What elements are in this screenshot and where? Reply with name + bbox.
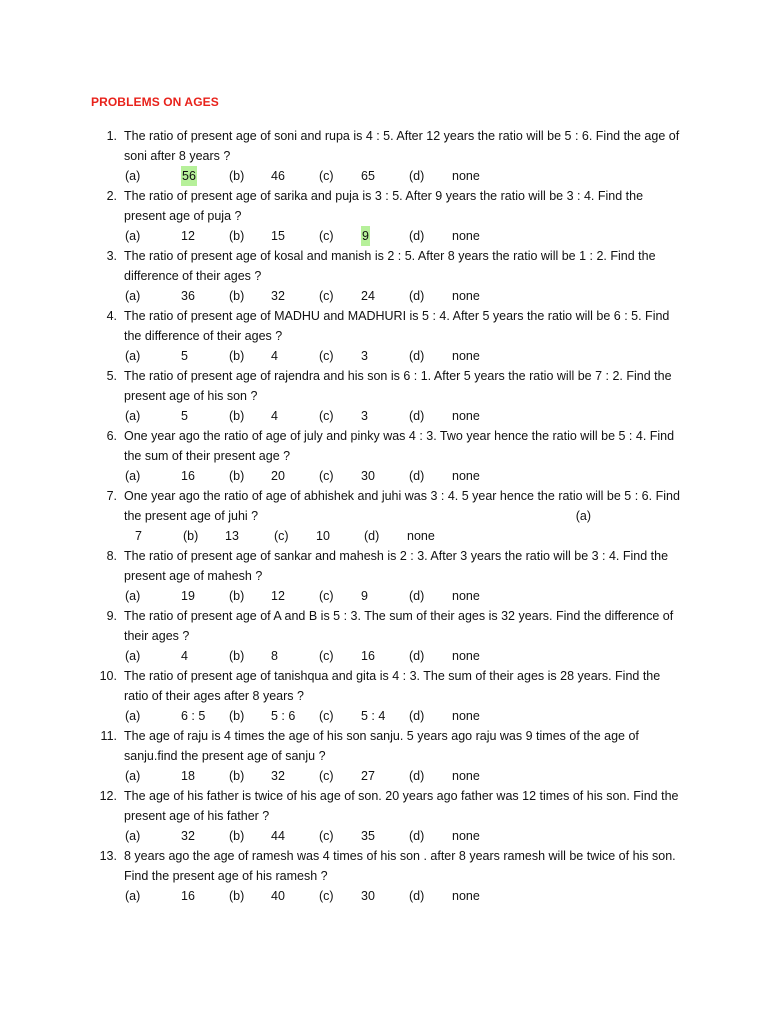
option-value: 4 — [181, 649, 188, 663]
option-label: (b) — [229, 349, 245, 363]
option-value: 16 — [361, 649, 375, 663]
question-item — [0, 246, 768, 306]
option-value: none — [452, 229, 480, 243]
option-value: none — [452, 769, 480, 783]
question-number: 4. — [106, 309, 117, 323]
option-value: 32 — [271, 289, 285, 303]
page-title: PROBLEMS ON AGES — [91, 95, 219, 109]
option-label: (a) — [125, 769, 141, 783]
option-label: (c) — [319, 889, 334, 903]
option-label: (c) — [319, 169, 334, 183]
option-value: none — [452, 589, 480, 603]
highlighted-answer: 9 — [361, 226, 370, 246]
option-label: (d) — [409, 709, 425, 723]
option-label: (a) — [125, 469, 141, 483]
option-label: (b) — [229, 769, 245, 783]
option-value: none — [452, 169, 480, 183]
option-value: 13 — [225, 529, 239, 543]
option-label: (d) — [409, 769, 425, 783]
option-label: (b) — [229, 709, 245, 723]
option-label: (a) — [125, 709, 141, 723]
answer-options — [0, 346, 768, 366]
option-value: 12 — [181, 229, 195, 243]
question-text: One year ago the ratio of age of july and pinky was 4 : 3. Two year hence the ratio will be 5 : 4. Find the sum of their present age ? — [124, 429, 675, 463]
answer-options — [0, 826, 768, 846]
option-label: (b) — [229, 289, 245, 303]
answer-options — [0, 166, 768, 186]
answer-options — [0, 286, 768, 306]
option-value: none — [452, 289, 480, 303]
option-value: 5 : 6 — [271, 709, 296, 723]
question-text: One year ago the ratio of age of abhishek and juhi was 3 : 4. 5 year hence the ratio will be 5 : 6. Find the present age of juhi ? (a) — [124, 486, 684, 526]
question-item — [0, 486, 768, 546]
option-label: (c) — [319, 289, 334, 303]
option-value: none — [452, 889, 480, 903]
option-label: (c) — [319, 649, 334, 663]
option-label: (c) — [319, 769, 334, 783]
option-value: 35 — [361, 829, 375, 843]
option-value: 30 — [361, 469, 375, 483]
question-number: 8. — [106, 549, 117, 563]
question-number: 2. — [106, 189, 117, 203]
option-value: 32 — [181, 829, 195, 843]
option-label: (a) — [125, 589, 141, 603]
option-label: (a) — [125, 229, 141, 243]
option-value: 16 — [181, 889, 195, 903]
option-value: none — [452, 349, 480, 363]
question-text: The ratio of present age of tanishqua and gita is 4 : 3. The sum of their ages is 28 years. Find the ratio of their ages after 8 years ? — [124, 669, 661, 703]
option-label: (b) — [229, 469, 245, 483]
answer-options — [0, 886, 768, 906]
question-item — [0, 186, 768, 246]
highlighted-answer: 56 — [181, 166, 197, 186]
option-value: none — [452, 829, 480, 843]
question-item — [0, 546, 768, 606]
question-number: 10. — [99, 669, 117, 683]
option-label: (d) — [409, 469, 425, 483]
option-label: (d) — [409, 229, 425, 243]
question-item — [0, 366, 768, 426]
option-label: (c) — [319, 349, 334, 363]
option-label: (b) — [229, 589, 245, 603]
option-value: 30 — [361, 889, 375, 903]
option-label: (c) — [319, 469, 334, 483]
option-value: 5 — [181, 349, 188, 363]
option-value: none — [452, 649, 480, 663]
option-value: 40 — [271, 889, 285, 903]
option-label: (a) — [575, 509, 591, 523]
option-value: 12 — [271, 589, 285, 603]
question-text: 8 years ago the age of ramesh was 4 times of his son . after 8 years ramesh will be twice of his son. Find the present age of his ramesh ? — [124, 849, 676, 883]
option-label: (d) — [409, 649, 425, 663]
question-text: The age of his father is twice of his age of son. 20 years ago father was 12 times of his son. Find the present age of his father ? — [124, 789, 679, 823]
answer-options — [0, 706, 768, 726]
answer-options — [0, 766, 768, 786]
option-value: 19 — [181, 589, 195, 603]
option-label: (d) — [364, 529, 380, 543]
option-label: (a) — [125, 349, 141, 363]
question-text: The ratio of present age of rajendra and his son is 6 : 1. After 5 years the ratio will be 7 : 2. Find the present age of his son ? — [124, 369, 672, 403]
option-label: (b) — [229, 829, 245, 843]
option-value: 24 — [361, 289, 375, 303]
option-label: (b) — [229, 649, 245, 663]
option-value: none — [452, 469, 480, 483]
option-value: 9 — [361, 589, 368, 603]
question-text: The ratio of present age of sankar and mahesh is 2 : 3. After 3 years the ratio will be 3 : 4. Find the present age of mahesh ? — [124, 549, 669, 583]
answer-options — [0, 226, 768, 246]
option-label: (b) — [229, 889, 245, 903]
option-label: (a) — [125, 409, 141, 423]
question-text: The ratio of present age of sarika and puja is 3 : 5. After 9 years the ratio will be 3 : 4. Find the present age of puja ? — [124, 189, 644, 223]
question-number: 3. — [106, 249, 117, 263]
option-label: (b) — [229, 229, 245, 243]
option-value: 10 — [316, 529, 330, 543]
question-item — [0, 306, 768, 366]
option-label: (b) — [183, 529, 199, 543]
question-number: 1. — [106, 129, 117, 143]
option-value: 3 — [361, 409, 368, 423]
option-label: (d) — [409, 829, 425, 843]
question-item — [0, 666, 768, 726]
option-label: (d) — [409, 349, 425, 363]
option-label: (d) — [409, 589, 425, 603]
answer-options — [0, 586, 768, 606]
option-label: (d) — [409, 409, 425, 423]
answer-options — [0, 466, 768, 486]
option-value: 6 : 5 — [181, 709, 206, 723]
option-label: (d) — [409, 169, 425, 183]
option-label: (c) — [319, 829, 334, 843]
option-value: 5 — [181, 409, 188, 423]
question-list — [0, 126, 768, 906]
option-label: (c) — [274, 529, 289, 543]
question-item — [0, 426, 768, 486]
question-item — [0, 846, 768, 906]
option-label: (a) — [125, 649, 141, 663]
option-value: 36 — [181, 289, 195, 303]
option-value: 18 — [181, 769, 195, 783]
question-number: 6. — [106, 429, 117, 443]
question-number: 9. — [106, 609, 117, 623]
option-value: none — [452, 409, 480, 423]
option-value: 27 — [361, 769, 375, 783]
option-value: 44 — [271, 829, 285, 843]
answer-options — [0, 646, 768, 666]
option-value: 32 — [271, 769, 285, 783]
option-label: (c) — [319, 589, 334, 603]
option-label: (c) — [319, 409, 334, 423]
option-value: none — [452, 709, 480, 723]
option-label: (a) — [125, 829, 141, 843]
question-item — [0, 786, 768, 846]
question-text: The ratio of present age of MADHU and MADHURI is 5 : 4. After 5 years the ratio will be 6 : 5. Find the difference of their ages ? — [124, 309, 670, 343]
option-label: (a) — [125, 289, 141, 303]
question-text: The ratio of present age of soni and rupa is 4 : 5. After 12 years the ratio will be 5 : 6. Find the age of soni after 8 years ? — [124, 129, 680, 163]
option-label: (d) — [409, 889, 425, 903]
option-label: (b) — [229, 169, 245, 183]
question-number: 5. — [106, 369, 117, 383]
option-value: 15 — [271, 229, 285, 243]
question-text: The ratio of present age of kosal and manish is 2 : 5. After 8 years the ratio will be 1 : 2. Find the difference of their ages ? — [124, 249, 656, 283]
option-label: (d) — [409, 289, 425, 303]
option-value: 65 — [361, 169, 375, 183]
question-number: 7. — [106, 489, 117, 503]
answer-options — [0, 526, 768, 546]
option-value: 4 — [271, 409, 278, 423]
question-text: The ratio of present age of A and B is 5 : 3. The sum of their ages is 32 years. Find the difference of their ages ? — [124, 609, 674, 643]
question-text: The age of raju is 4 times the age of his son sanju. 5 years ago raju was 9 times of the age of sanju.find the present age of sanju ? — [124, 729, 639, 763]
option-label: (c) — [319, 709, 334, 723]
option-value: 5 : 4 — [361, 709, 386, 723]
option-value: 3 — [361, 349, 368, 363]
option-value: 8 — [271, 649, 278, 663]
option-value: 46 — [271, 169, 285, 183]
option-value: none — [407, 529, 435, 543]
question-number: 13. — [99, 849, 117, 863]
answer-options — [0, 406, 768, 426]
question-number: 12. — [99, 789, 117, 803]
option-label: (a) — [125, 169, 141, 183]
option-label: (c) — [319, 229, 334, 243]
option-value: 7 — [135, 529, 142, 543]
option-label: (a) — [125, 889, 141, 903]
option-value: 4 — [271, 349, 278, 363]
option-label: (b) — [229, 409, 245, 423]
question-item — [0, 606, 768, 666]
question-number: 11. — [100, 729, 117, 743]
option-value: 20 — [271, 469, 285, 483]
question-item — [0, 126, 768, 186]
question-item — [0, 726, 768, 786]
option-value: 16 — [181, 469, 195, 483]
